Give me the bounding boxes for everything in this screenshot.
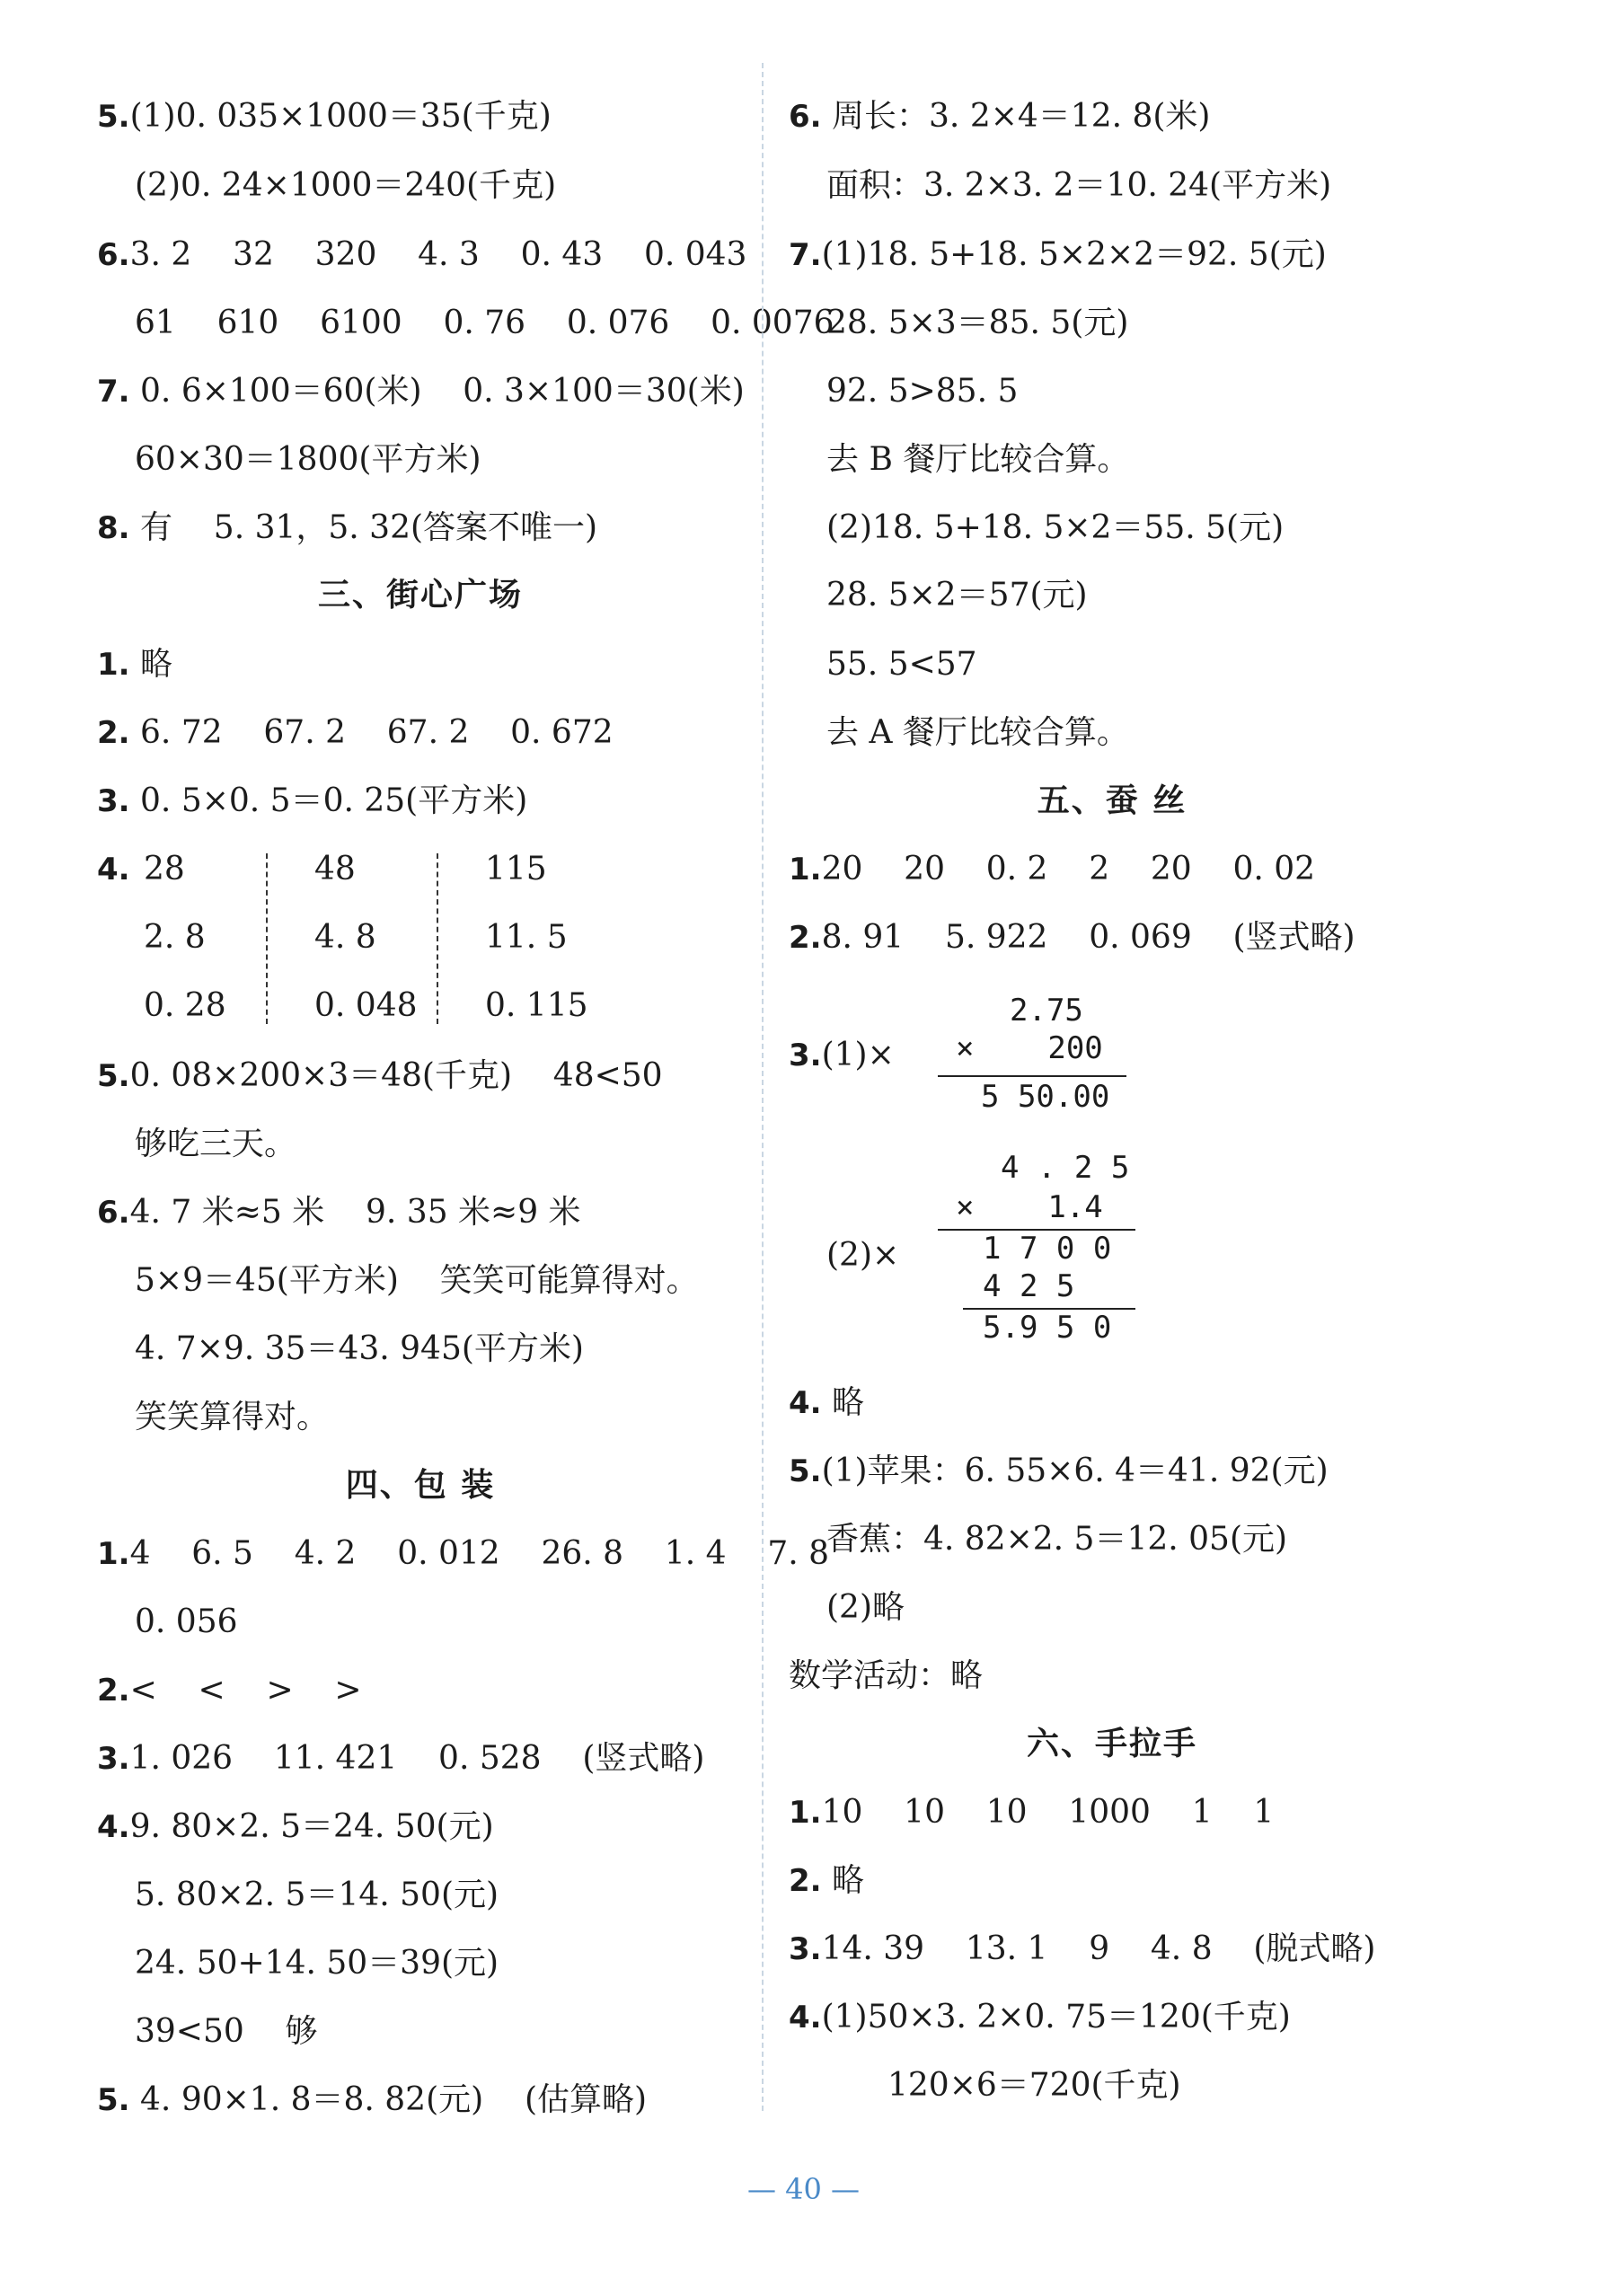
- answer-line: 6.3. 2 32 320 4. 3 0. 43 0. 043: [97, 236, 747, 273]
- section-heading: 四、包 装: [345, 1467, 496, 1504]
- grid-cell: 0. 115: [485, 987, 588, 1024]
- grid-cell: 28: [144, 851, 185, 887]
- grid-cell: 48: [314, 851, 356, 887]
- answer-number: 4.: [97, 852, 130, 887]
- answer-line: 1.4 6. 5 4. 2 0. 012 26. 8 1. 4 7. 8: [97, 1535, 830, 1572]
- answer-line: 55. 5<57: [826, 646, 977, 683]
- answer-line: 24. 50+14. 50＝39(元): [135, 1945, 499, 1982]
- answer-line: 1.20 20 0. 2 2 20 0. 02: [789, 851, 1316, 887]
- section-heading: 三、街心广场: [317, 577, 523, 614]
- section-heading: 五、蚕 丝: [1037, 782, 1188, 819]
- grid-cell: 0. 048: [314, 987, 418, 1024]
- answer-line: 5×9＝45(平方米) 笑笑可能算得对。: [135, 1262, 699, 1299]
- vertical-multiplication-1: [938, 993, 1135, 1118]
- vertical-multiplication-2: [938, 1150, 1144, 1347]
- answer-line: 28. 5×3＝85. 5(元): [826, 305, 1129, 341]
- answer-line: 60×30＝1800(平方米): [135, 441, 481, 478]
- vertical-row: 2.75: [1010, 993, 1083, 1029]
- answer-line: 3.14. 39 13. 1 9 4. 8 (脱式略): [789, 1930, 1376, 1967]
- answer-line: 8. 有 5. 31，5. 32(答案不唯一): [97, 509, 598, 546]
- answer-line: 5. 4. 90×1. 8＝8. 82(元) (估算略): [97, 2081, 648, 2118]
- answer-line: 3.1. 026 11. 421 0. 528 (竖式略): [97, 1740, 705, 1777]
- answer-line: 3. 0. 5×0. 5＝0. 25(平方米): [97, 782, 528, 819]
- answer-line: 去 A 餐厅比较合算。: [826, 714, 1129, 751]
- answer-line: 4.9. 80×2. 5＝24. 50(元): [97, 1808, 494, 1845]
- vertical-row: 4 2 5: [983, 1268, 1075, 1304]
- answer-line: 0. 056: [135, 1603, 238, 1640]
- answer-line: 6.4. 7 米≈5 米 9. 35 米≈9 米: [97, 1194, 581, 1231]
- dashed-separator: [266, 853, 268, 1024]
- answer-line: 7.(1)18. 5+18. 5×2×2＝92. 5(元): [789, 236, 1327, 273]
- answer-line: 3.(1)×: [789, 1037, 895, 1073]
- answer-line: 5.(1)0. 035×1000＝35(千克): [97, 98, 552, 135]
- page-number: — 40 —: [746, 2172, 861, 2206]
- answer-line: 61 610 6100 0. 76 0. 076 0. 0076: [135, 305, 834, 341]
- answer-line: 6. 周长：3. 2×4＝12. 8(米): [789, 98, 1211, 135]
- answer-line: 7. 0. 6×100＝60(米) 0. 3×100＝30(米): [97, 373, 745, 410]
- answer-line: 5.(1)苹果：6. 55×6. 4＝41. 92(元): [789, 1453, 1329, 1489]
- vertical-row: 1 7 0 0: [983, 1231, 1112, 1267]
- answer-line: (2)18. 5+18. 5×2＝55. 5(元): [826, 509, 1285, 546]
- answer-line: 香蕉：4. 82×2. 5＝12. 05(元): [826, 1521, 1288, 1558]
- vertical-rule: [938, 1075, 1126, 1077]
- answer-line: 4. 7×9. 35＝43. 945(平方米): [135, 1330, 584, 1367]
- answer-line: 5.0. 08×200×3＝48(千克) 48<50: [97, 1057, 663, 1094]
- vertical-row: × 200: [956, 1030, 1103, 1066]
- grid-cell: 0. 28: [144, 987, 226, 1024]
- answer-line: (2)×: [826, 1237, 900, 1274]
- answer-line: 4. 略: [789, 1384, 865, 1421]
- dashed-separator: [437, 853, 438, 1024]
- answer-line: 面积：3. 2×3. 2＝10. 24(平方米): [826, 167, 1332, 204]
- answer-line: (2)略: [826, 1589, 905, 1626]
- answer-line: 4.(1)50×3. 2×0. 75＝120(千克): [789, 1999, 1291, 2035]
- grid-cell: 11. 5: [485, 919, 568, 956]
- answer-line: 2. 略: [789, 1862, 865, 1899]
- vertical-row: 5.9 5 0: [983, 1310, 1112, 1346]
- grid-cell: 2. 8: [144, 919, 206, 956]
- answer-line: 够吃三天。: [135, 1126, 297, 1162]
- answer-line: 2. 6. 72 67. 2 67. 2 0. 672: [97, 714, 614, 751]
- answer-line: 2.8. 91 5. 922 0. 069 (竖式略): [789, 919, 1355, 956]
- vertical-row: 5 50.00: [981, 1079, 1110, 1115]
- section-heading: 六、手拉手: [1026, 1726, 1197, 1762]
- answer-line: 39<50 够: [135, 2013, 318, 2050]
- grid-cell: 4. 8: [314, 919, 376, 956]
- vertical-row: × 1.4: [956, 1189, 1103, 1225]
- column-divider: [762, 63, 764, 2111]
- answer-line: 120×6＝720(千克): [887, 2067, 1181, 2104]
- answer-line: 28. 5×2＝57(元): [826, 577, 1088, 614]
- vertical-row: 4 . 2 5: [1001, 1150, 1130, 1186]
- grid-cell: 115: [485, 851, 547, 887]
- answer-line: 1. 略: [97, 646, 173, 683]
- answer-line: 5. 80×2. 5＝14. 50(元): [135, 1877, 499, 1913]
- answer-line: 数学活动：略: [789, 1657, 984, 1694]
- answer-line: 笑笑算得对。: [135, 1399, 330, 1435]
- answer-line: 1.10 10 10 1000 1 1: [789, 1794, 1275, 1831]
- answer-line: 去 B 餐厅比较合算。: [826, 441, 1130, 478]
- answer-line: 92. 5>85. 5: [826, 373, 1019, 410]
- answer-line: 2.< < > >: [97, 1672, 362, 1709]
- answer-line: (2)0. 24×1000＝240(千克): [135, 167, 557, 204]
